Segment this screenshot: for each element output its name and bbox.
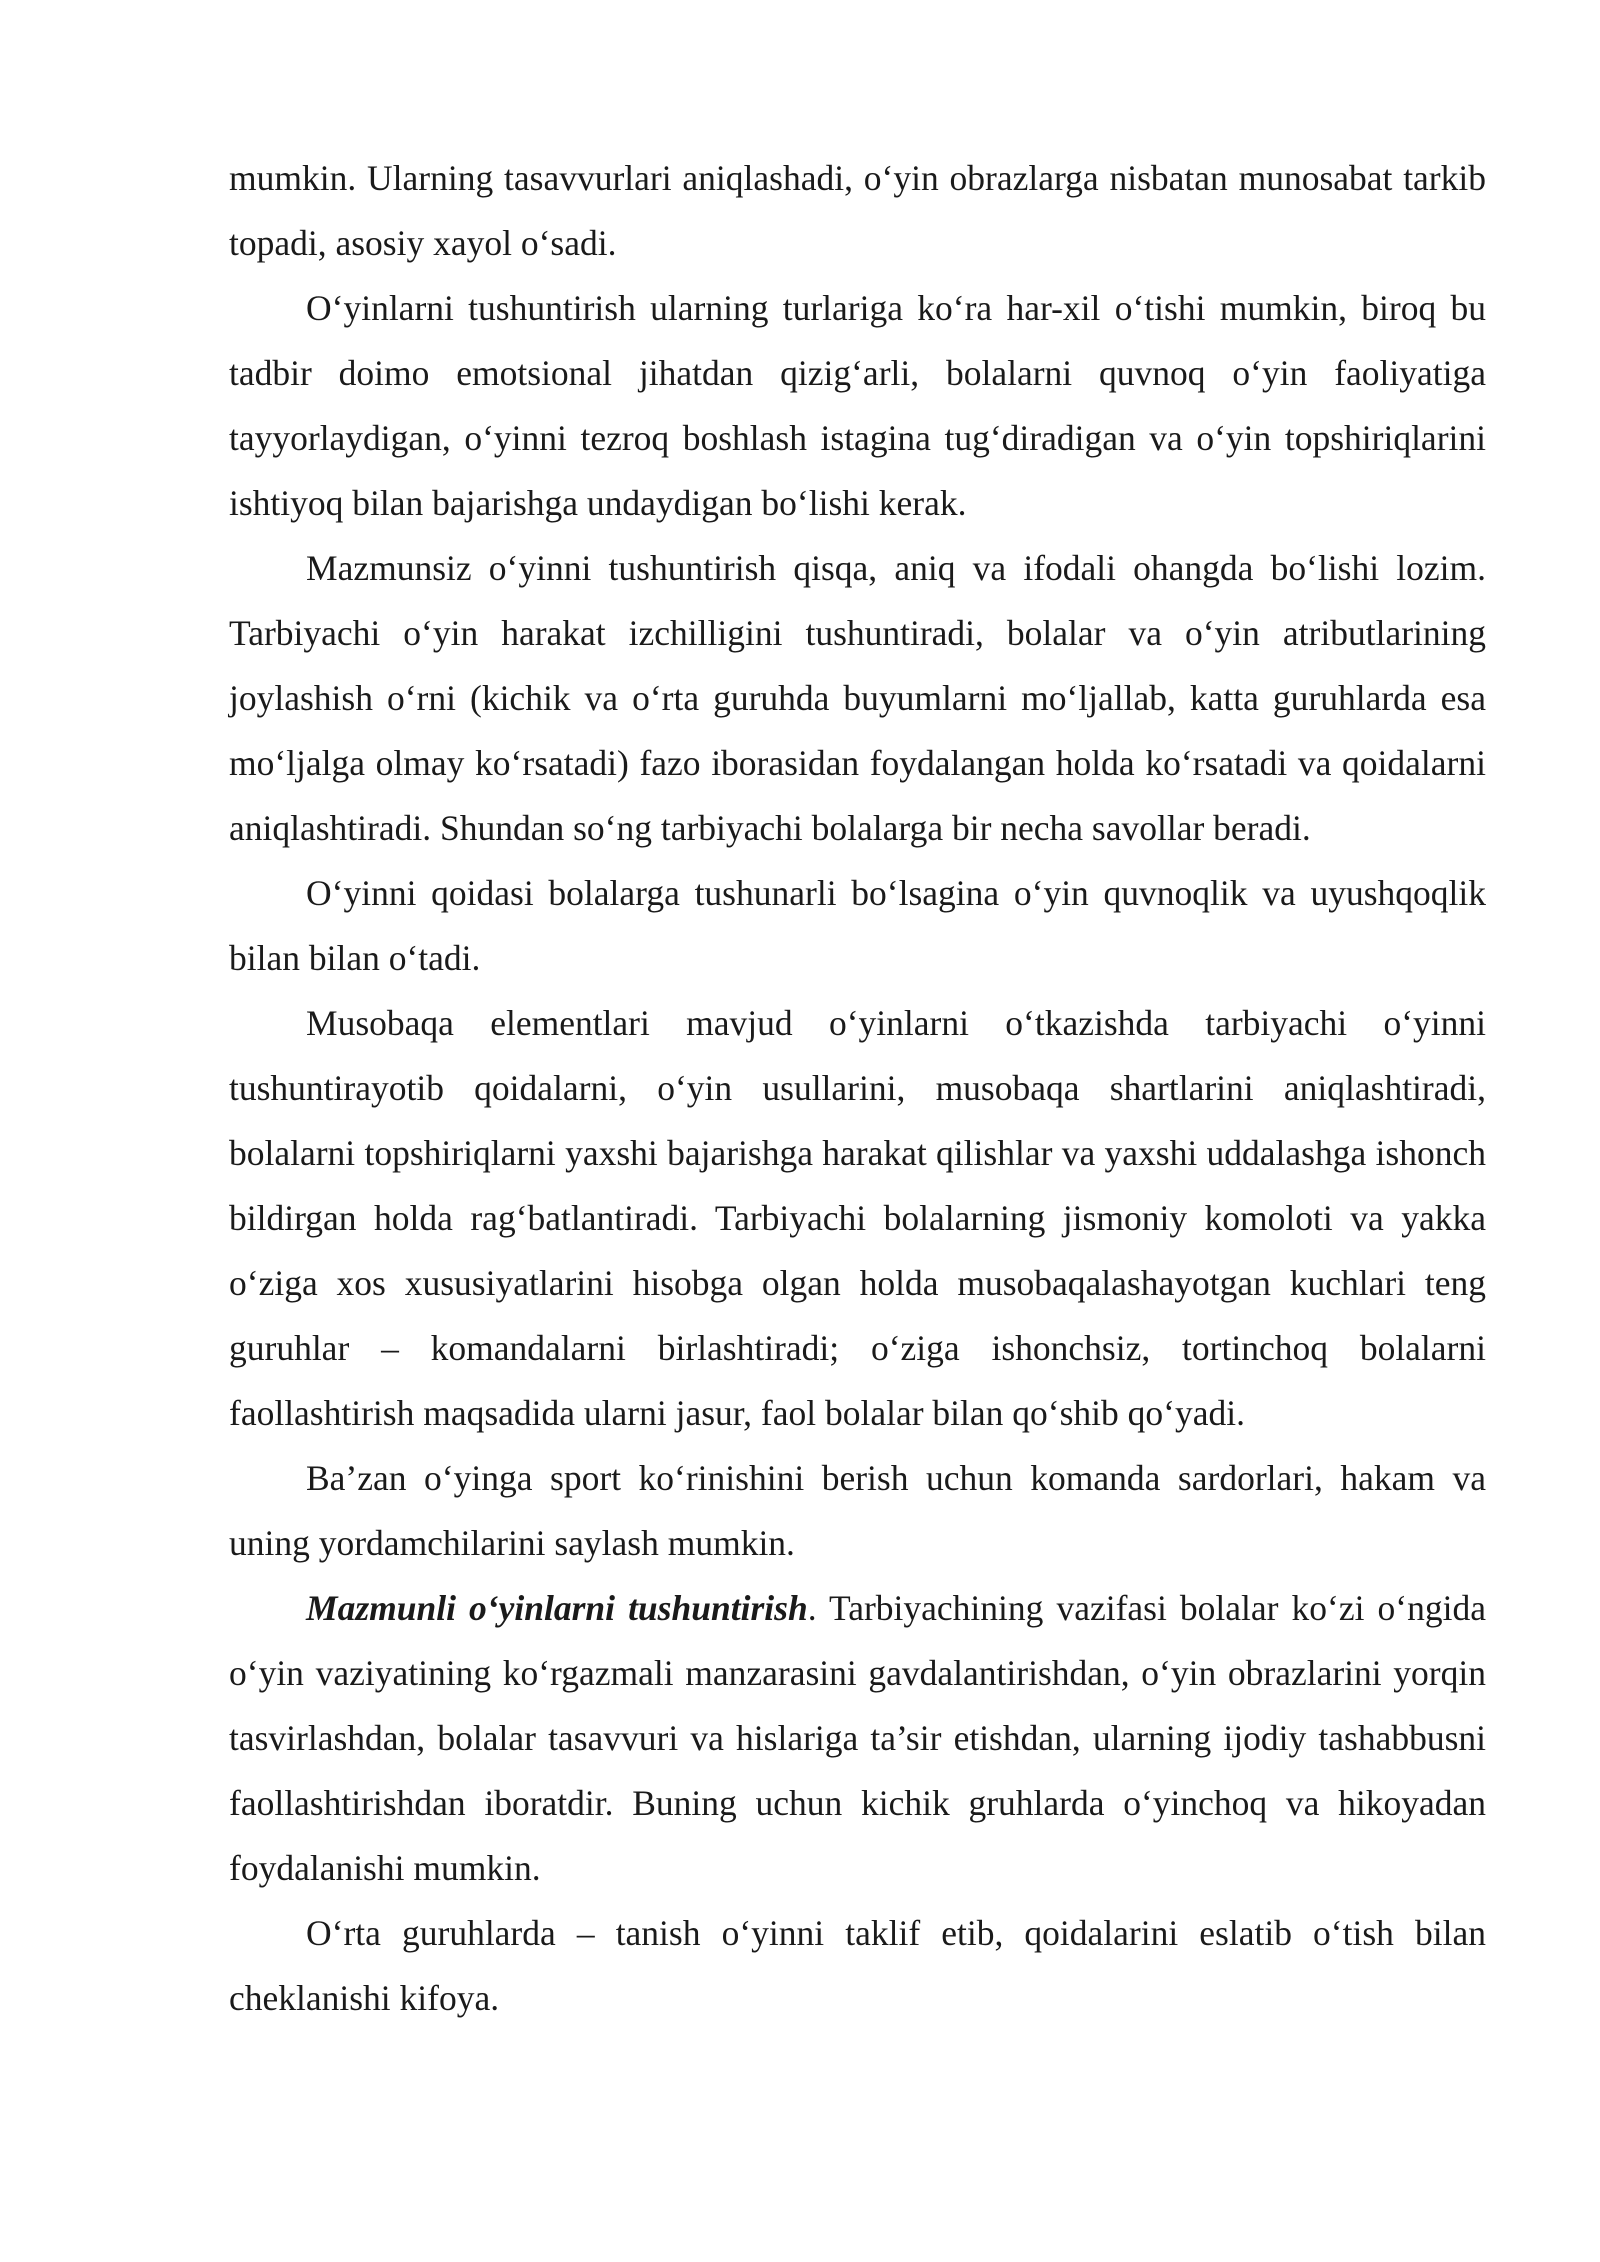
document-body bbox=[229, 146, 1486, 2031]
paragraph-2: O‘yinlarni tushuntirish ularning turlariga ko‘ra har-xil o‘tishi mumkin, biroq bu tadbir doimo emotsional jihatdan qizig‘arli, bolalarni quvnoq o‘yin faoliyatiga tayyorlaydigan, o‘yinni tezroq boshlash istagina tug‘diradigan va o‘yin topshiriqlarini ishtiyoq bilan bajarishga undaydigan bo‘lishi kerak. bbox=[229, 288, 1486, 523]
section-heading-inline: Mazmunli o‘yinlarni tushuntirish bbox=[306, 1588, 808, 1628]
paragraph-1: mumkin. Ularning tasavvurlari aniqlashadi, o‘yin obrazlarga nisbatan munosabat tarkib topadi, asosiy xayol o‘sadi. bbox=[229, 158, 1486, 263]
paragraph-3: Mazmunsiz o‘yinni tushuntirish qisqa, aniq va ifodali ohangda bo‘lishi lozim. Tarbiyachi o‘yin harakat izchilligini tushuntiradi, bolalar va o‘yin atributlarining joylashish o‘rni (kichik va o‘rta guruhda buyumlarni mo‘ljallab, katta guruhlarda esa mo‘ljalga olmay ko‘rsatadi) fazo iborasidan foydalangan holda ko‘rsatadi va qoidalarni aniqlashtiradi. Shundan so‘ng tarbiyachi bolalarga bir necha savollar beradi. bbox=[229, 548, 1486, 848]
paragraph-8: O‘rta guruhlarda – tanish o‘yinni taklif etib, qoidalarini eslatib o‘tish bilan cheklanishi kifoya. bbox=[229, 1913, 1486, 2018]
paragraph-7-text: . Tarbiyachining vazifasi bolalar ko‘zi o‘ngida o‘yin vaziyatining ko‘rgazmali manzarasini gavdalantirishdan, o‘yin obrazlarini yorqin tasvirlashdan, bolalar tasavvuri va hislariga ta’sir etishdan, ularning ijodiy tashabbusni faollashtirishdan iboratdir. Buning uchun kichik gruhlarda o‘yinchoq va hikoyadan foydalanishi mumkin. bbox=[229, 1588, 1486, 1888]
paragraph-7 bbox=[229, 1576, 1486, 1901]
paragraph-6: Ba’zan o‘yinga sport ko‘rinishini berish uchun komanda sardorlari, hakam va uning yordamchilarini saylash mumkin. bbox=[229, 1458, 1486, 1563]
paragraph-5: Musobaqa elementlari mavjud o‘yinlarni o‘tkazishda tarbiyachi o‘yinni tushuntirayotib qoidalarni, o‘yin usullarini, musobaqa shartlarini aniqlashtiradi, bolalarni topshiriqlarni yaxshi bajarishga harakat qilishlar va yaxshi uddalashga ishonch bildirgan holda rag‘batlantiradi. Tarbiyachi bolalarning jismoniy komoloti va yakka o‘ziga xos xususiyatlarini hisobga olgan holda musobaqalashayotgan kuchlari teng guruhlar – komandalarni birlashtiradi; o‘ziga ishonchsiz, tortinchoq bolalarni faollashtirish maqsadida ularni jasur, faol bolalar bilan qo‘shib qo‘yadi. bbox=[229, 1003, 1486, 1433]
paragraph-4: O‘yinni qoidasi bolalarga tushunarli bo‘lsagina o‘yin quvnoqlik va uyushqoqlik bilan bilan o‘tadi. bbox=[229, 873, 1486, 978]
